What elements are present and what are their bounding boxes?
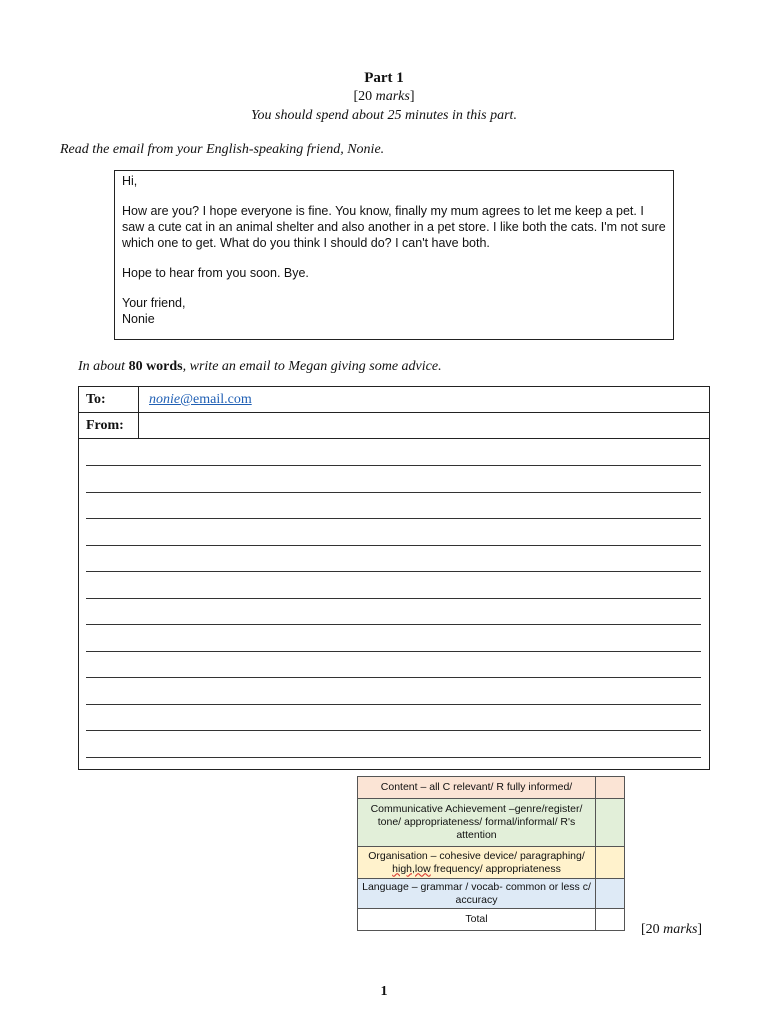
- to-address-link[interactable]: nonie@email.com: [149, 392, 252, 407]
- writing-line: [86, 730, 701, 731]
- rubric-score-cell: [596, 909, 625, 931]
- rubric-language: Language – grammar / vocab- common or less c/ accuracy: [358, 879, 596, 909]
- writing-line: [86, 518, 701, 519]
- email-closing: Hope to hear from you soon. Bye.: [122, 266, 309, 280]
- write-prompt: In about 80 words, write an email to Megan giving some advice.: [78, 359, 442, 374]
- rubric-score-cell: [596, 879, 625, 909]
- email-greeting: Hi,: [122, 174, 138, 188]
- rubric-total: Total: [358, 909, 596, 931]
- rubric-score-cell: [596, 847, 625, 879]
- time-instruction: You should spend about 25 minutes in this part.: [251, 108, 517, 123]
- writing-line: [86, 677, 701, 678]
- email-body: How are you? I hope everyone is fine. You know, finally my mum agrees to let me keep a pet. I saw a cute cat in an animal shelter and also another in a pet store. I like both the cats. I'm not sure which one to get. What do you think I should do? I can't have both.: [122, 204, 666, 250]
- rubric-score-cell: [596, 799, 625, 847]
- marking-rubric: [357, 776, 625, 931]
- email-signoff: Your friend,: [122, 296, 186, 310]
- email-sender-name: Nonie: [122, 312, 155, 326]
- marks-allocation: [20 marks]: [353, 89, 415, 104]
- friend-email-box: [114, 170, 674, 340]
- writing-line: [86, 704, 701, 705]
- total-marks: [20 marks]: [641, 922, 703, 937]
- from-label: From:: [79, 413, 139, 438]
- writing-line: [86, 624, 701, 625]
- writing-line: [86, 757, 701, 758]
- writing-line: [86, 492, 701, 493]
- writing-line: [86, 651, 701, 652]
- to-label: To:: [79, 387, 139, 412]
- rubric-communicative-achievement: Communicative Achievement –genre/register/ tone/ appropriateness/ formal/informal/ R's attention: [358, 799, 596, 847]
- page-number: 1: [380, 984, 388, 999]
- rubric-organisation: Organisation – cohesive device/ paragraphing/ high,low frequency/ appropriateness: [358, 847, 596, 879]
- writing-line: [86, 571, 701, 572]
- read-prompt: Read the email from your English-speaking friend, Nonie.: [60, 142, 385, 157]
- rubric-content: Content – all C relevant/ R fully informed/: [358, 777, 596, 799]
- writing-line: [86, 545, 701, 546]
- to-row: [79, 387, 709, 413]
- rubric-score-cell: [596, 777, 625, 799]
- writing-line: [86, 465, 701, 466]
- email-answer-form: [78, 386, 710, 770]
- part-title: Part 1: [364, 70, 404, 86]
- writing-line: [86, 598, 701, 599]
- from-row: [79, 413, 709, 439]
